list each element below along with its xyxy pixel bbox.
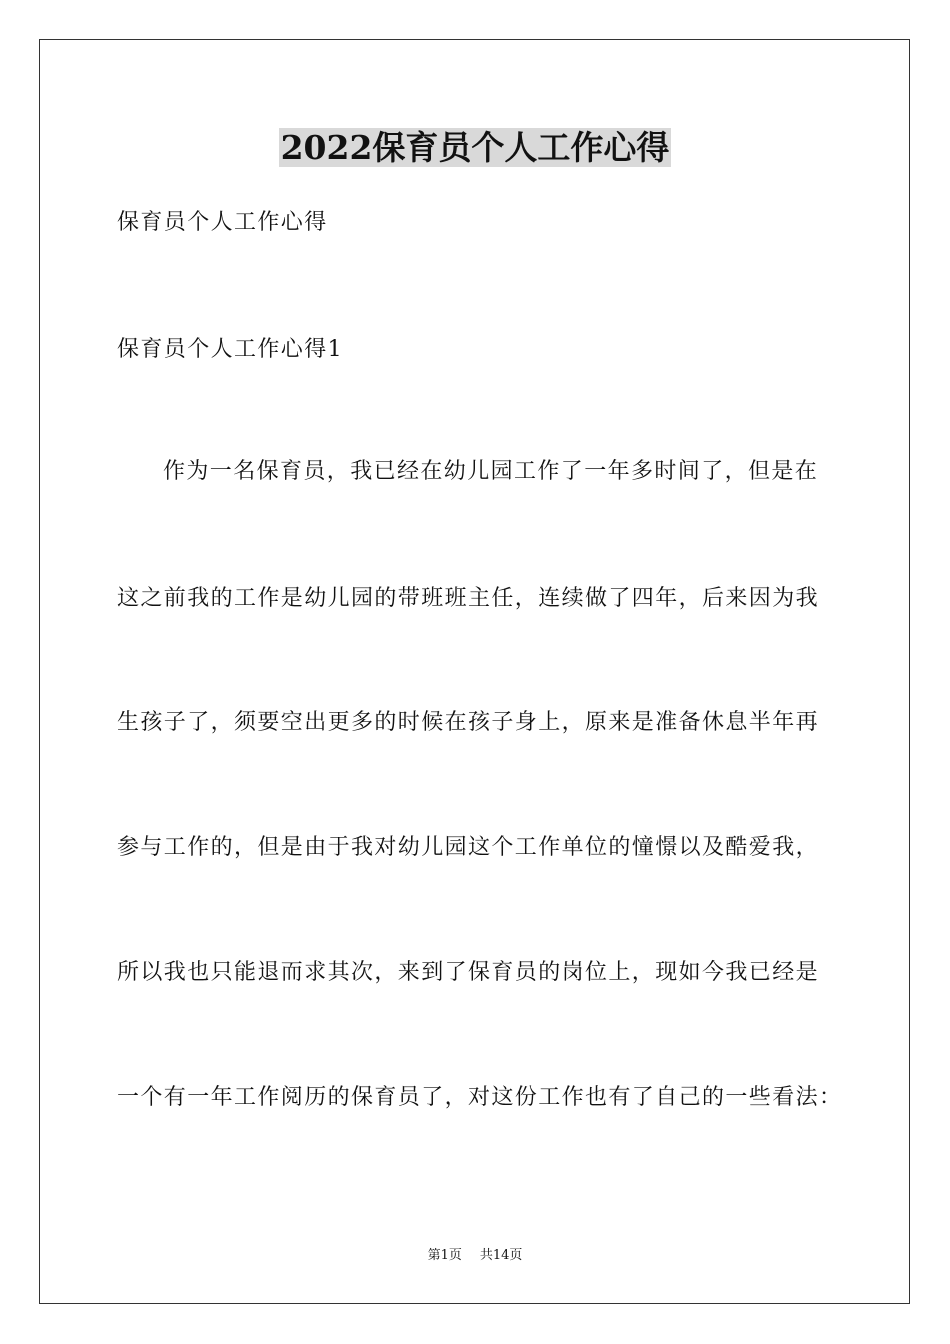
section-heading: 保育员个人工作心得1 <box>117 337 343 362</box>
paragraph-line-4: 参与工作的，但是由于我对幼儿园这个工作单位的憧憬以及酷爱我， <box>117 835 820 860</box>
paragraph-line-3: 生孩子了，须要空出更多的时候在孩子身上，原来是准备休息半年再 <box>117 710 820 735</box>
document-title <box>0 126 950 170</box>
total-pages: 共14页 <box>479 1248 523 1263</box>
page-footer <box>0 1247 950 1265</box>
page-number: 第1页 <box>427 1248 462 1263</box>
paragraph-line-1: 作为一名保育员，我已经在幼儿园工作了一年多时间了，但是在 <box>163 459 819 484</box>
document-subtitle: 保育员个人工作心得 <box>117 210 328 235</box>
paragraph-line-5: 所以我也只能退而求其次，来到了保育员的岗位上，现如今我已经是 <box>117 960 820 985</box>
paragraph-line-2: 这之前我的工作是幼儿园的带班班主任，连续做了四年，后来因为我 <box>117 586 820 611</box>
document-title-text: 2022保育员个人工作心得 <box>280 128 670 167</box>
paragraph-line-6: 一个有一年工作阅历的保育员了，对这份工作也有了自己的一些看法： <box>117 1085 843 1110</box>
